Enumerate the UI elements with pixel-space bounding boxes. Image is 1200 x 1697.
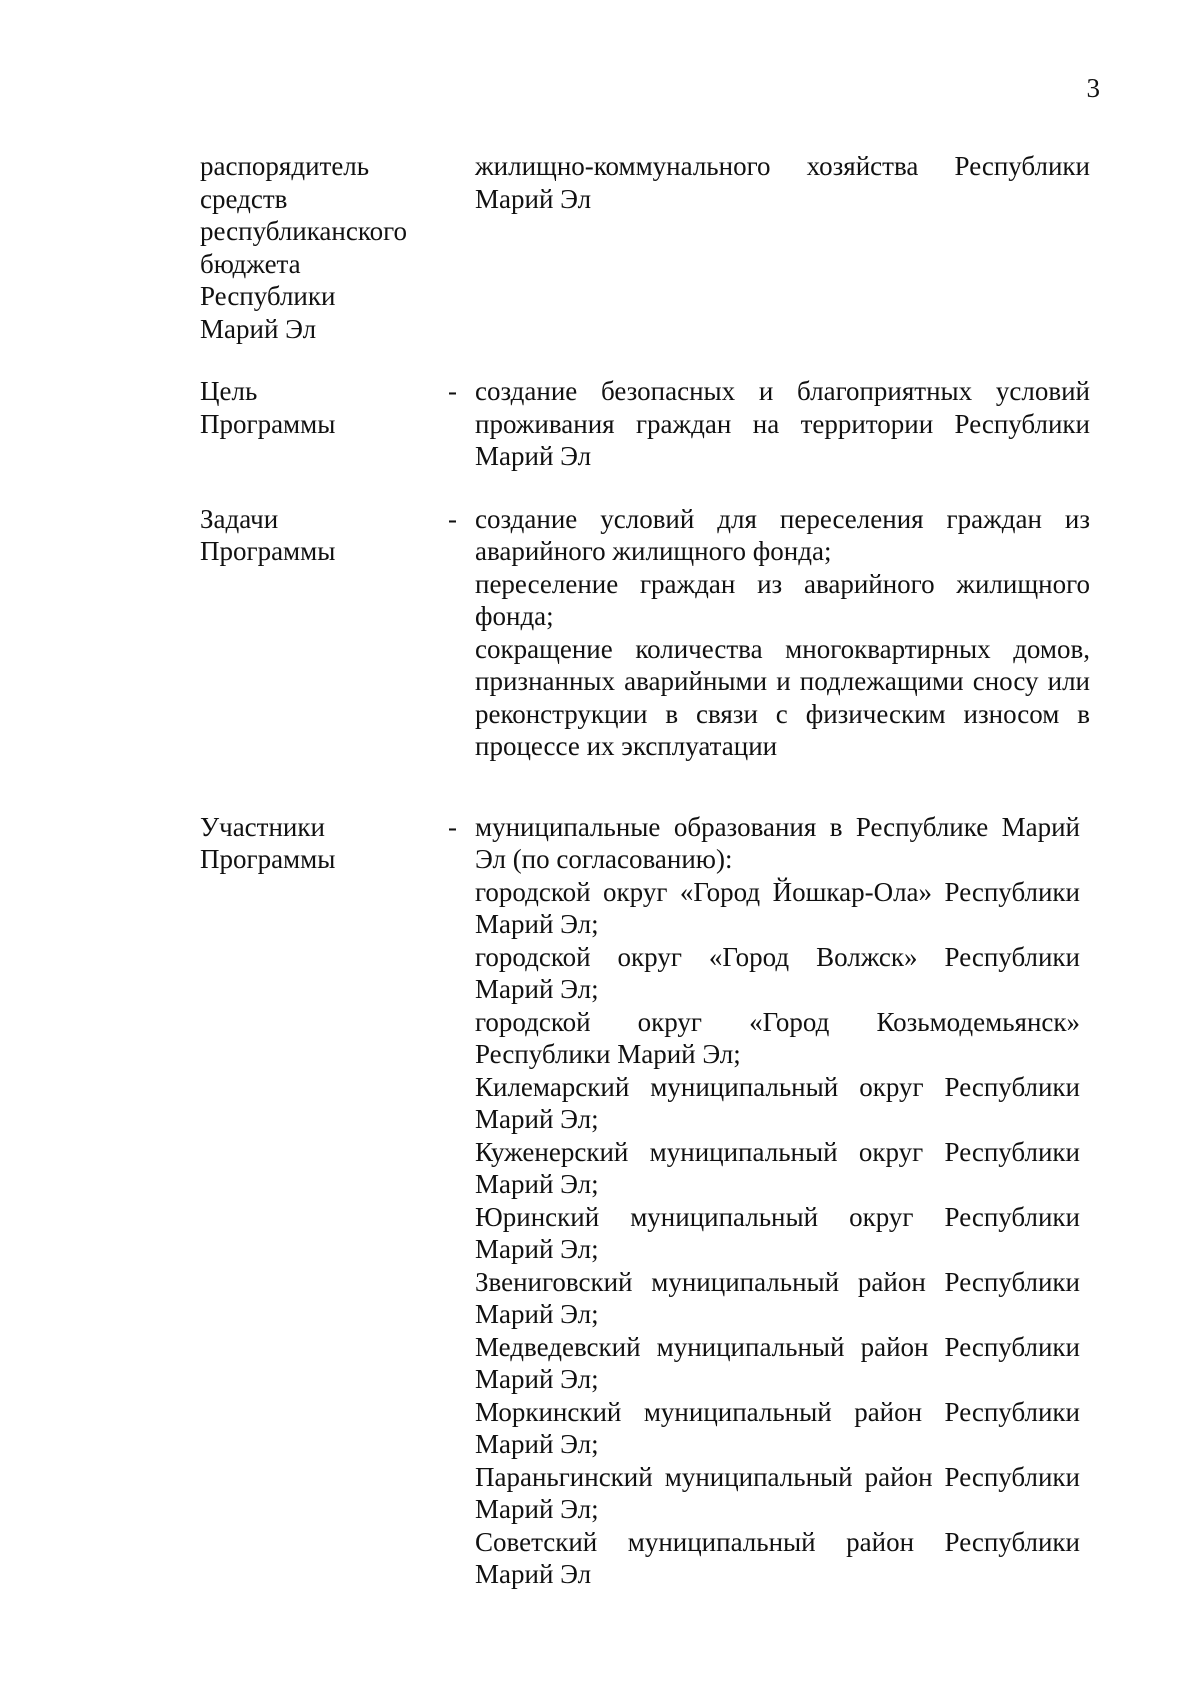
page-number: 3 [1086,73,1100,103]
label-line: Цель [200,376,258,406]
label-line: Программы [200,536,336,566]
content-paragraph: муниципальные образования в Республике Марий Эл (по согласованию): [475,811,1080,874]
row-label [200,150,430,345]
row-content [475,150,1090,215]
row-content [475,811,1080,1591]
passport-table [200,150,1090,1591]
content-paragraph: городской округ «Город Йошкар-Ола» Республики Марий Эл; [475,876,1080,939]
label-line: Программы [200,408,336,439]
content-paragraph: Моркинский муниципальный район Республики Марий Эл; [475,1396,1080,1459]
row-budget-manager [200,150,1090,345]
row-dash: - [448,811,457,842]
label-line: Республики [200,281,336,311]
label-line: Программы [200,844,336,874]
content-paragraph: создание безопасных и благоприятных условий проживания граждан на территории Республики Марий Эл [475,376,1090,471]
row-content [475,375,1090,473]
row-dash: - [448,376,457,406]
content-paragraph: Советский муниципальный район Республики Марий Эл [475,1526,1080,1589]
row-label [200,375,430,440]
row-content [475,503,1090,763]
label-line: Участники [200,811,325,842]
content-paragraph: Куженерский муниципальный округ Республики Марий Эл; [475,1136,1080,1199]
label-line: бюджета [200,248,301,279]
row-program-goal [200,375,1090,473]
content-paragraph: Килемарский муниципальный округ Республики Марий Эл; [475,1071,1080,1134]
content-paragraph: сокращение количества многоквартирных домов, признанных аварийными и подлежащими сносу или реконструкции в связи с физическим износом в процессе их эксплуатации [475,633,1090,761]
row-label [200,811,430,876]
label-line: Задачи [200,503,279,534]
content-paragraph: жилищно-коммунального хозяйства Республики Марий Эл [475,151,1090,214]
content-paragraph: Медведевский муниципальный район Республики Марий Эл; [475,1331,1080,1394]
content-paragraph: создание условий для переселения граждан из аварийного жилищного фонда; [475,503,1090,566]
content-paragraph: городской округ «Город Волжск» Республики Марий Эл; [475,941,1080,1004]
row-program-tasks [200,503,1090,763]
label-line: Марий Эл [200,313,317,344]
content-paragraph: Звениговский муниципальный район Республики Марий Эл; [475,1266,1080,1329]
content-paragraph: городской округ «Город Козьмодемьянск» Республики Марий Эл; [475,1006,1080,1069]
content-paragraph: переселение граждан из аварийного жилищного фонда; [475,568,1090,631]
content-paragraph: Параньгинский муниципальный район Республики Марий Эл; [475,1461,1080,1524]
row-label [200,503,430,568]
row-dash: - [448,503,457,534]
label-line: распорядитель [200,151,370,181]
label-line: республиканского [200,216,407,246]
label-line: средств [200,183,288,214]
row-program-participants [200,811,1090,1591]
content-paragraph: Юринский муниципальный округ Республики Марий Эл; [475,1201,1080,1264]
